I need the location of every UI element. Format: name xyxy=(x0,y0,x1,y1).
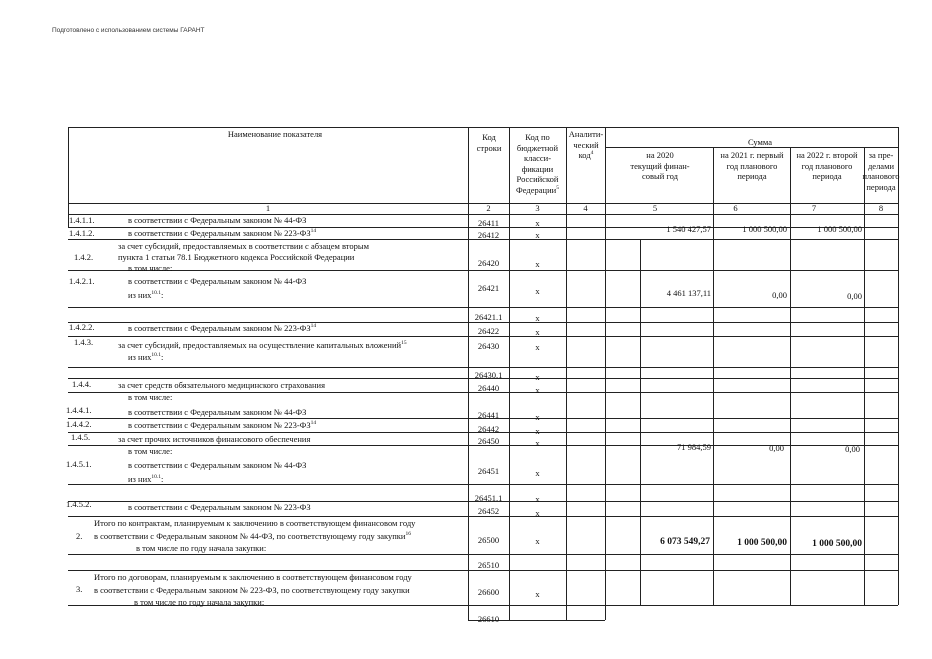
row-budget-code: х xyxy=(535,286,540,296)
row-label: за счет средств обязательного медицинского страхования xyxy=(118,380,326,390)
row-number: 1.4.4.1. xyxy=(66,405,92,415)
value-2021: 1 000 500,00 xyxy=(737,538,787,548)
value-2020: 71 984,59 xyxy=(677,442,711,452)
row-code: 26451 xyxy=(477,466,500,476)
row-budget-code: х xyxy=(535,494,540,504)
row-budget-code: х xyxy=(535,342,540,352)
row-label: в соответствии с Федеральным законом № 223-ФЗ$^{14}$ xyxy=(128,323,317,333)
row-code: 26600 xyxy=(477,587,500,597)
column-header-code: Код строки xyxy=(476,132,502,153)
row-number: 1.4.5.1. xyxy=(66,459,92,469)
value-2021: 0,00 xyxy=(772,290,787,300)
row-code: 26430.1 xyxy=(474,370,503,380)
row-sublabel: из них$^{10.1}$: xyxy=(128,290,164,300)
row-budget-code: х xyxy=(535,412,540,422)
value-2020: 6 073 549,27 xyxy=(660,537,710,547)
row-code: 26441 xyxy=(477,410,500,420)
value-2022: 0,00 xyxy=(845,444,860,454)
garant-note: Подготовлено с использованием системы ГАРАНТ xyxy=(52,27,205,34)
row-number: 2. xyxy=(76,531,83,541)
column-number: 3 xyxy=(535,203,540,213)
row-code: 26411 xyxy=(478,218,499,228)
row-code: 26500 xyxy=(477,535,500,545)
row-budget-code: х xyxy=(535,385,540,395)
row-budget-code: х xyxy=(535,230,540,240)
row-number: 1.4.4.2. xyxy=(66,419,92,429)
value-2021: 0,00 xyxy=(769,443,784,453)
row-code: 26421.1 xyxy=(474,312,503,322)
column-header-sum: Сумма xyxy=(747,137,773,147)
row-number: 3. xyxy=(76,584,83,594)
row-budget-code: х xyxy=(535,536,540,546)
row-label: за счет субсидий, предоставляемых в соответствии с абзацем вторым xyxy=(118,241,369,251)
row-budget-code: х xyxy=(535,438,540,448)
row-code: 26420 xyxy=(477,258,500,268)
row-label-cont: в соответствии с Федеральным законом № 223-ФЗ, по соответствующему году закупки xyxy=(94,585,410,595)
row-budget-code: х xyxy=(535,313,540,323)
row-number: 1.4.4. xyxy=(72,379,92,389)
row-code: 26422 xyxy=(477,326,500,336)
row-code: 26430 xyxy=(477,341,500,351)
row-label-cont: пункта 1 статьи 78.1 Бюджетного кодекса Российской Федерации xyxy=(118,252,355,262)
column-header-2020: на 2020 текущий финан-совый год xyxy=(630,150,690,182)
row-sublabel: в том числе: xyxy=(128,392,173,402)
column-number: 2 xyxy=(486,203,491,213)
row-budget-code: х xyxy=(535,372,540,382)
row-number: 1.4.2.2. xyxy=(69,322,95,332)
row-sublabel: в том числе по году начала закупки: xyxy=(136,543,267,553)
row-budget-code: х xyxy=(535,426,540,436)
row-number: 1.4.1.2. xyxy=(69,228,95,238)
row-sublabel: из них$^{10.1}$: xyxy=(128,352,164,362)
column-number: 1 xyxy=(265,203,271,213)
row-sublabel: в том числе: xyxy=(128,446,173,456)
value-2020: 1 540 427,57 xyxy=(666,224,711,234)
column-header-budget-code: Код по бюджетной класси-фикации Российской Федерации$^5$ xyxy=(516,132,559,195)
row-number: 1.4.1.1. xyxy=(69,215,95,225)
row-number: 1.4.2. xyxy=(74,252,94,262)
row-number: 1.4.3. xyxy=(74,337,94,347)
row-code: 26440 xyxy=(477,383,500,393)
column-number: 5 xyxy=(652,203,658,213)
row-budget-code: х xyxy=(535,589,540,599)
column-header-2022: на 2022 г. второй год планового периода xyxy=(796,150,858,182)
row-label: за счет субсидий, предоставляемых на осуществление капитальных вложений$^{15}$ xyxy=(118,340,407,350)
column-number: 4 xyxy=(583,203,588,213)
column-header-beyond: за пре-делами планового периода xyxy=(862,150,900,192)
value-2021: 1 000 500,00 xyxy=(742,224,787,234)
column-number: 8 xyxy=(878,203,884,213)
value-2020: 4 461 137,11 xyxy=(666,288,711,298)
row-label: в соответствии с Федеральным законом № 223-ФЗ$^{14}$ xyxy=(128,420,317,430)
row-code: 26451.1 xyxy=(474,493,503,503)
row-budget-code: х xyxy=(535,327,540,337)
row-label: в соответствии с Федеральным законом № 44-ФЗ xyxy=(128,407,307,417)
row-label: Итого по договорам, планируемым к заключению в соответствующем финансовом году xyxy=(94,572,412,582)
column-number: 6 xyxy=(733,203,738,213)
row-code: 26610 xyxy=(477,614,500,624)
row-label: за счет прочих источников финансового обеспечения xyxy=(118,434,311,444)
row-number: 1.4.5. xyxy=(71,432,91,442)
row-code: 26421 xyxy=(477,283,500,293)
row-label: в соответствии с Федеральным законом № 44-ФЗ xyxy=(128,215,307,225)
row-number: 1.4.2.1. xyxy=(69,276,95,286)
value-2022: 0,00 xyxy=(847,291,862,301)
row-label: в соответствии с Федеральным законом № 44-ФЗ xyxy=(128,276,307,286)
row-budget-code: х xyxy=(535,218,540,228)
column-header-name: Наименование показателя xyxy=(227,129,323,139)
row-number: 1.4.5.2. xyxy=(66,499,92,509)
row-code: 26412 xyxy=(477,230,500,240)
row-budget-code: х xyxy=(535,508,540,518)
row-sublabel: из них$^{10.1}$: xyxy=(128,474,164,484)
row-code: 26452 xyxy=(477,506,500,516)
row-sublabel: в том числе по году начала закупки: xyxy=(134,597,265,607)
row-label-cont: в соответствии с Федеральным законом № 44-ФЗ, по соответствующему году закупки$^{16}$ xyxy=(94,531,411,541)
row-sublabel: в том числе: xyxy=(128,263,173,273)
row-budget-code: х xyxy=(535,468,540,478)
row-budget-code: х xyxy=(535,259,540,269)
value-2022: 1 000 500,00 xyxy=(817,224,862,234)
row-label: в соответствии с Федеральным законом № 44-ФЗ xyxy=(128,460,307,470)
column-header-analytic: Аналити-ческий код$^4$ xyxy=(568,129,604,161)
row-label: в соответствии с Федеральным законом № 223-ФЗ xyxy=(128,502,311,512)
column-number: 7 xyxy=(811,203,817,213)
row-code: 26442 xyxy=(477,424,500,434)
row-code: 26450 xyxy=(477,436,500,446)
row-label: в соответствии с Федеральным законом № 223-ФЗ$^{14}$ xyxy=(128,228,317,238)
value-2022: 1 000 500,00 xyxy=(812,539,862,549)
row-label: Итого по контрактам, планируемым к заключению в соответствующем финансовом году xyxy=(94,518,416,528)
row-code: 26510 xyxy=(477,560,500,570)
column-header-2021: на 2021 г. первый год планового периода xyxy=(720,150,784,182)
